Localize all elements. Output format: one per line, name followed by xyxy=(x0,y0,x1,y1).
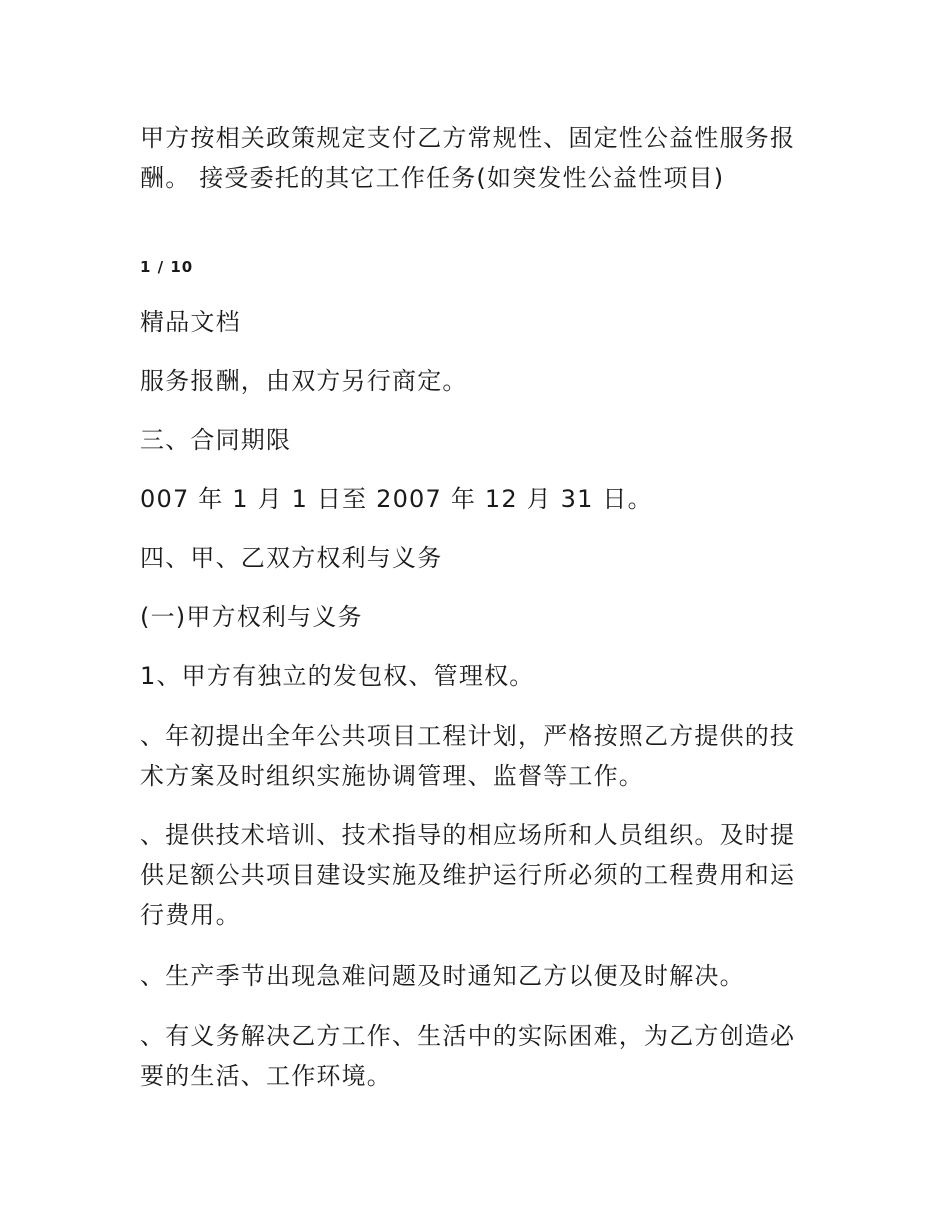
heading-rights-obligations: 四、甲、乙双方权利与义务 xyxy=(140,544,443,572)
paragraph-item-2: 、年初提出全年公共项目工程计划，严格按照乙方提供的技术方案及时组织实施协调管理、监督等工作。 xyxy=(140,722,796,790)
paragraph-service-remuneration: 服务报酬，由双方另行商定。 xyxy=(140,367,468,395)
heading-contract-term: 三、合同期限 xyxy=(140,426,292,454)
paragraph-item-3: 、提供技术培训、技术指导的相应场所和人员组织。及时提供足额公共项目建设实施及维护运行所必须的工程费用和运行费用。 xyxy=(140,821,796,929)
paragraph-term-dates: 007 年 1 月 1 日至 2007 年 12 月 31 日。 xyxy=(140,485,653,513)
paragraph-header-label: 精品文档 xyxy=(140,308,241,336)
paragraph-item-4: 、生产季节出现急难问题及时通知乙方以便及时解决。 xyxy=(140,962,745,990)
page-number: 1 / 10 xyxy=(140,258,194,276)
paragraph-item-1: 1、甲方有独立的发包权、管理权。 xyxy=(140,662,535,690)
paragraph-service-fee: 甲方按相关政策规定支付乙方常规性、固定性公益性服务报酬。 接受委托的其它工作任务(如突发性公益性项目) xyxy=(140,124,796,192)
paragraph-item-5: 、有义务解决乙方工作、生活中的实际困难，为乙方创造必要的生活、工作环境。 xyxy=(140,1022,796,1090)
heading-party-a-rights: (一)甲方权利与义务 xyxy=(140,603,363,631)
